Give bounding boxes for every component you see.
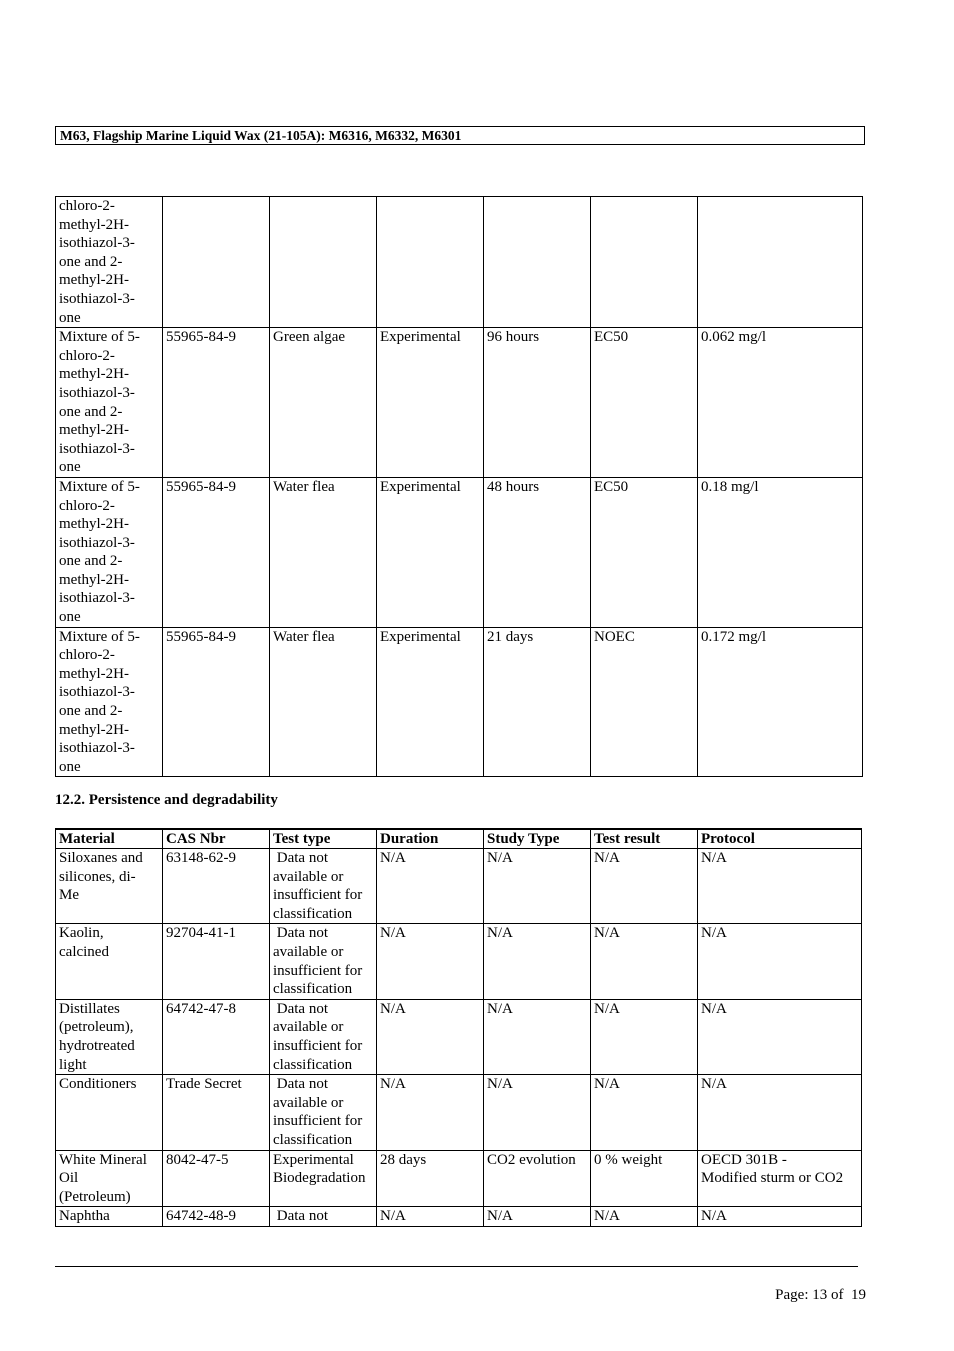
- cell-material: Mixture of 5- chloro-2- methyl-2H- isothiazol-3- one and 2- methyl-2H- isothiazol-3- one: [56, 328, 163, 478]
- cell-protocol: N/A: [698, 1075, 862, 1150]
- cell-material: chloro-2- methyl-2H- isothiazol-3- one and 2- methyl-2H- isothiazol-3- one: [56, 197, 163, 328]
- column-header-protocol: Protocol: [698, 829, 862, 849]
- cell-material: Siloxanes and silicones, di- Me: [56, 849, 163, 924]
- column-header-study-type: Study Type: [484, 829, 591, 849]
- table-row: [56, 477, 863, 627]
- cell-material: Kaolin, calcined: [56, 924, 163, 999]
- cell-test-type: Data not available or insufficient for classification: [270, 849, 377, 924]
- cell-exposure: [484, 197, 591, 328]
- cell-cas-number: 55965-84-9: [163, 627, 270, 777]
- cell-test-result: N/A: [591, 1075, 698, 1150]
- cell-test-endpoint: EC50: [591, 328, 698, 478]
- cell-test-type: Experimental: [377, 627, 484, 777]
- cell-material: Conditioners: [56, 1075, 163, 1150]
- table-row: [56, 328, 863, 478]
- cell-test-type: Data not: [270, 1207, 377, 1227]
- cell-test-type: Data not available or insufficient for classification: [270, 924, 377, 999]
- cell-study-type: N/A: [484, 924, 591, 999]
- cell-duration: N/A: [377, 1075, 484, 1150]
- cell-material: Naphtha: [56, 1207, 163, 1227]
- cell-duration: N/A: [377, 999, 484, 1074]
- cell-organism: Water flea: [270, 477, 377, 627]
- cell-study-type: N/A: [484, 1207, 591, 1227]
- cell-protocol: N/A: [698, 1207, 862, 1227]
- table-row: [56, 849, 862, 924]
- column-header-material: Material: [56, 829, 163, 849]
- cell-material: Distillates (petroleum), hydrotreated light: [56, 999, 163, 1074]
- column-header-test-type: Test type: [270, 829, 377, 849]
- cell-test-endpoint: EC50: [591, 477, 698, 627]
- table-row: [56, 627, 863, 777]
- cell-organism: Green algae: [270, 328, 377, 478]
- cell-study-type: N/A: [484, 999, 591, 1074]
- cell-exposure: 96 hours: [484, 328, 591, 478]
- cell-cas-nbr: 8042-47-5: [163, 1150, 270, 1207]
- cell-study-type: CO2 evolution: [484, 1150, 591, 1207]
- cell-test-type: Experimental: [377, 477, 484, 627]
- cell-protocol: OECD 301B - Modified sturm or CO2: [698, 1150, 862, 1207]
- cell-study-type: N/A: [484, 849, 591, 924]
- table-row: [56, 924, 862, 999]
- cell-test-result: 0.172 mg/l: [698, 627, 863, 777]
- cell-material: Mixture of 5- chloro-2- methyl-2H- isothiazol-3- one and 2- methyl-2H- isothiazol-3- one: [56, 477, 163, 627]
- cell-organism: [270, 197, 377, 328]
- cell-cas-nbr: Trade Secret: [163, 1075, 270, 1150]
- persistence-degradability-table: [55, 828, 862, 1227]
- column-header-cas-nbr: CAS Nbr: [163, 829, 270, 849]
- cell-protocol: N/A: [698, 849, 862, 924]
- cell-duration: N/A: [377, 1207, 484, 1227]
- aquatic-toxicity-table: [55, 196, 863, 777]
- cell-test-type: Experimental Biodegradation: [270, 1150, 377, 1207]
- section-heading: 12.2. Persistence and degradability: [55, 792, 278, 808]
- cell-test-result: N/A: [591, 1207, 698, 1227]
- cell-test-result: 0.18 mg/l: [698, 477, 863, 627]
- cell-test-result: N/A: [591, 924, 698, 999]
- cell-protocol: N/A: [698, 924, 862, 999]
- table-row: [56, 999, 862, 1074]
- cell-exposure: 48 hours: [484, 477, 591, 627]
- cell-organism: Water flea: [270, 627, 377, 777]
- cell-test-type: Experimental: [377, 328, 484, 478]
- column-header-duration: Duration: [377, 829, 484, 849]
- cell-test-endpoint: [591, 197, 698, 328]
- cell-duration: 28 days: [377, 1150, 484, 1207]
- cell-material: Mixture of 5- chloro-2- methyl-2H- isothiazol-3- one and 2- methyl-2H- isothiazol-3- one: [56, 627, 163, 777]
- cell-test-type: Data not available or insufficient for classification: [270, 999, 377, 1074]
- table-row: [56, 1207, 862, 1227]
- table-row: [56, 1150, 862, 1207]
- document-title: M63, Flagship Marine Liquid Wax (21-105A): M6316, M6332, M6301: [60, 128, 462, 143]
- cell-test-type: Data not available or insufficient for classification: [270, 1075, 377, 1150]
- cell-cas-nbr: 64742-48-9: [163, 1207, 270, 1227]
- cell-cas-nbr: 63148-62-9: [163, 849, 270, 924]
- cell-test-result: N/A: [591, 849, 698, 924]
- cell-cas-number: [163, 197, 270, 328]
- cell-cas-number: 55965-84-9: [163, 328, 270, 478]
- table-header-row: [56, 829, 862, 849]
- page-number: Page: 13 of 19: [775, 1287, 866, 1303]
- cell-test-result: 0.062 mg/l: [698, 328, 863, 478]
- cell-duration: N/A: [377, 849, 484, 924]
- document-header: [55, 126, 865, 145]
- table-row: [56, 1075, 862, 1150]
- cell-duration: N/A: [377, 924, 484, 999]
- cell-test-result: [698, 197, 863, 328]
- cell-test-result: 0 % weight: [591, 1150, 698, 1207]
- cell-cas-nbr: 92704-41-1: [163, 924, 270, 999]
- cell-test-type: [377, 197, 484, 328]
- cell-study-type: N/A: [484, 1075, 591, 1150]
- cell-test-endpoint: NOEC: [591, 627, 698, 777]
- cell-material: White Mineral Oil (Petroleum): [56, 1150, 163, 1207]
- persistence-degradability-table-body: [56, 849, 862, 1227]
- cell-protocol: N/A: [698, 999, 862, 1074]
- cell-test-result: N/A: [591, 999, 698, 1074]
- cell-cas-nbr: 64742-47-8: [163, 999, 270, 1074]
- footer-divider: [55, 1266, 858, 1267]
- column-header-test-result: Test result: [591, 829, 698, 849]
- cell-cas-number: 55965-84-9: [163, 477, 270, 627]
- cell-exposure: 21 days: [484, 627, 591, 777]
- table-row: [56, 197, 863, 328]
- aquatic-toxicity-table-body: [56, 197, 863, 777]
